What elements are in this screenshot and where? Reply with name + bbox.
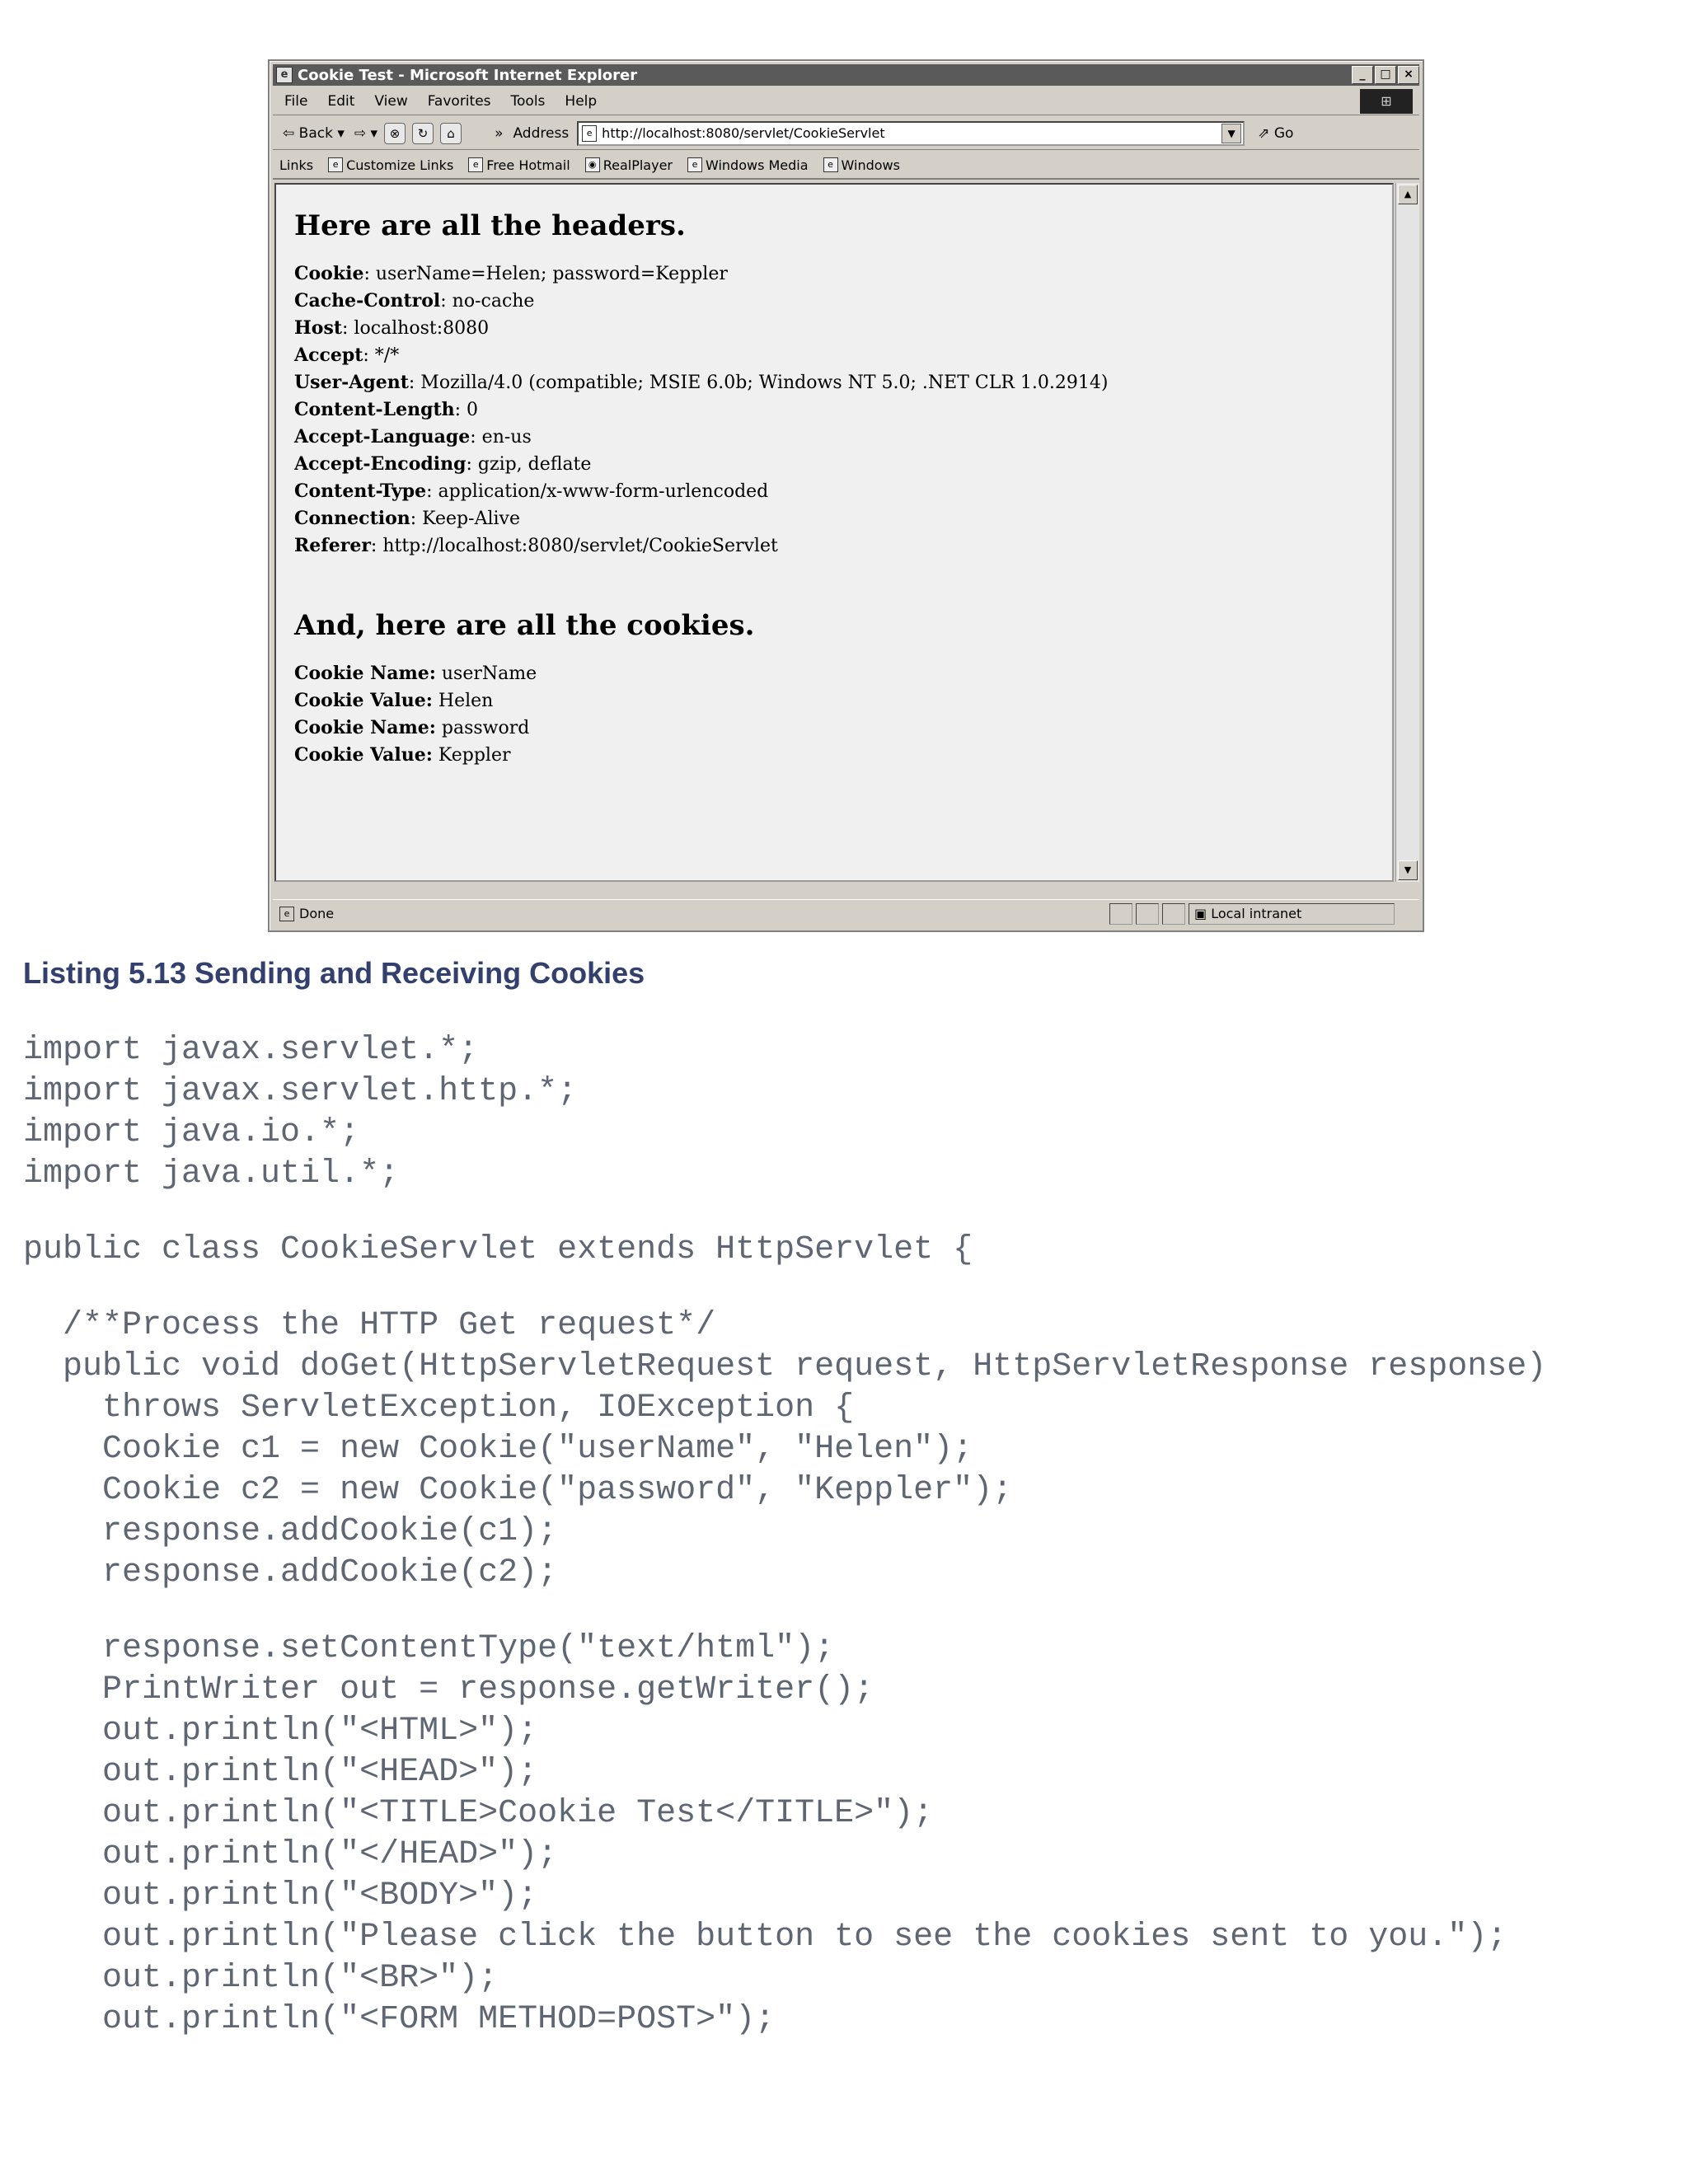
cookies-heading: And, here are all the cookies. [294, 609, 755, 642]
status-text: Done [299, 906, 335, 921]
link-customize-links[interactable] [328, 157, 453, 173]
ie-page-icon: e [276, 67, 293, 83]
header-row-value: : Mozilla/4.0 (compatible; MSIE 6.0b; Windows NT 5.0; .NET CLR 1.0.2914) [408, 373, 1109, 393]
menu-edit[interactable]: Edit [327, 92, 355, 110]
cookie-row-value: Keppler [432, 745, 511, 766]
page-icon: e [279, 907, 294, 921]
header-row-name: Cookie [294, 263, 364, 284]
chevron-down-icon: ▾ [332, 124, 345, 142]
header-row-value: : Keep-Alive [410, 509, 520, 529]
code-blank-line [23, 1195, 1672, 1230]
header-row [294, 288, 1392, 315]
window-title: Cookie Test - Microsoft Internet Explorer [298, 66, 638, 84]
code-line: out.println("<TITLE>Cookie Test</TITLE>"); [23, 1795, 934, 1832]
code-line: out.println("<BR>"); [23, 1960, 499, 1997]
scroll-up-icon[interactable]: ▲ [1398, 185, 1418, 204]
header-row-value: : gzip, deflate [466, 454, 592, 475]
header-row [294, 315, 1392, 342]
header-row-value: : 0 [454, 400, 479, 420]
minimize-button[interactable]: _ [1352, 66, 1373, 84]
links-label: Links [279, 157, 314, 173]
cookie-row-value: userName [435, 663, 537, 684]
header-row [294, 532, 1392, 560]
header-row-value: : en-us [470, 427, 532, 448]
code-line: response.addCookie(c2); [23, 1554, 558, 1591]
header-row-value: : userName=Helen; password=Keppler [363, 264, 728, 284]
back-arrow-icon: ⇦ [283, 124, 299, 142]
cookie-row-name: Cookie Name: [294, 717, 436, 738]
link-label: Windows [841, 157, 900, 173]
zone-label: Local intranet [1211, 906, 1302, 921]
page-icon: e [823, 157, 838, 172]
header-row [294, 260, 1392, 288]
link-windows-media[interactable] [687, 157, 809, 173]
code-line: out.println("</HEAD>"); [23, 1836, 558, 1873]
intranet-icon: ▣ [1194, 906, 1212, 921]
code-line: out.println("<HTML>"); [23, 1713, 538, 1750]
page-icon: e [328, 157, 343, 172]
address-dropdown-icon[interactable]: ▼ [1221, 124, 1241, 143]
code-line: out.println("<BODY>"); [23, 1877, 538, 1915]
code-line: import javax.servlet.*; [23, 1032, 479, 1069]
address-bar[interactable] [577, 121, 1245, 146]
header-row [294, 369, 1392, 396]
browser-window [268, 59, 1424, 932]
vertical-scrollbar[interactable] [1395, 183, 1419, 882]
status-pane [1136, 903, 1159, 925]
code-blank-line [23, 1594, 1672, 1629]
header-row-value: : no-cache [440, 291, 535, 312]
go-arrow-icon: ⇗ [1258, 124, 1274, 142]
status-bar [273, 899, 1419, 927]
standard-toolbar [273, 117, 1419, 150]
link-label: Free Hotmail [486, 157, 570, 173]
header-row-value: : http://localhost:8080/servlet/CookieServlet [370, 536, 778, 556]
headers-heading: Here are all the headers. [294, 209, 686, 242]
windows-logo-icon: ⊞ [1360, 89, 1413, 114]
header-row-name: User-Agent [294, 372, 409, 393]
code-line: Cookie c1 = new Cookie("userName", "Helen"); [23, 1431, 973, 1468]
menu-tools[interactable]: Tools [510, 92, 546, 110]
back-label: Back [298, 124, 333, 142]
header-row [294, 451, 1392, 478]
forward-arrow-icon: ⇨ ▾ [354, 124, 378, 142]
code-line: out.println("<FORM METHOD=POST>"); [23, 2001, 776, 2038]
cookie-row [294, 660, 1392, 687]
header-row-name: Host [294, 317, 343, 339]
status-pane [1109, 903, 1132, 925]
header-row-name: Connection [294, 508, 410, 529]
realplayer-icon: ◉ [585, 157, 600, 172]
menu-view[interactable]: View [374, 92, 408, 110]
header-row-value: : */* [363, 345, 400, 366]
header-row-name: Content-Length [294, 399, 455, 420]
listing-title: Listing 5.13 Sending and Receiving Cookies [23, 956, 645, 990]
header-row-name: Referer [294, 535, 371, 556]
code-line: public void doGet(HttpServletRequest request, HttpServletResponse response) [23, 1348, 1547, 1385]
code-line: response.addCookie(c1); [23, 1513, 558, 1550]
header-row [294, 478, 1392, 505]
header-row [294, 424, 1392, 451]
code-line: /**Process the HTTP Get request*/ [23, 1307, 716, 1344]
back-button[interactable] [283, 125, 345, 142]
cookie-row-name: Cookie Value: [294, 744, 433, 766]
code-line: throws ServletException, IOException { [23, 1390, 855, 1427]
header-row-name: Content-Type [294, 480, 427, 502]
code-line: PrintWriter out = response.getWriter(); [23, 1671, 874, 1708]
header-row [294, 396, 1392, 424]
links-bar [273, 152, 1419, 180]
headers-list [294, 260, 1392, 560]
page-icon: e [468, 157, 483, 172]
code-line: response.setContentType("text/html"); [23, 1630, 835, 1667]
code-line: import javax.servlet.http.*; [23, 1073, 578, 1110]
toolbar-overflow-chevron-icon[interactable]: » [495, 124, 504, 142]
header-row-name: Accept-Encoding [294, 453, 467, 475]
cookie-row [294, 742, 1392, 769]
code-blank-line [23, 1271, 1672, 1305]
code-line: import java.io.*; [23, 1114, 360, 1151]
go-button[interactable] [1258, 125, 1293, 142]
menu-bar [273, 87, 1419, 115]
page-icon: e [582, 125, 597, 142]
link-free-hotmail[interactable] [468, 157, 570, 173]
link-label: RealPlayer [603, 157, 673, 173]
cookie-row-name: Cookie Name: [294, 663, 436, 684]
address-url[interactable]: http://localhost:8080/servlet/CookieServlet [602, 125, 885, 141]
header-row [294, 342, 1392, 369]
header-row-name: Cache-Control [294, 290, 441, 312]
code-line: public class CookieServlet extends HttpServlet { [23, 1231, 973, 1268]
link-realplayer[interactable] [585, 157, 673, 173]
link-label: Windows Media [705, 157, 809, 173]
address-label: Address [513, 124, 570, 142]
menu-help[interactable]: Help [565, 92, 598, 110]
cookie-row-value: password [435, 718, 530, 738]
cookies-list [294, 660, 1392, 769]
code-line: import java.util.*; [23, 1155, 400, 1193]
home-icon[interactable]: ⌂ [440, 123, 462, 144]
menu-file[interactable]: File [284, 92, 308, 110]
header-row-name: Accept-Language [294, 426, 471, 448]
page-icon: e [687, 157, 702, 172]
header-row-name: Accept [294, 344, 363, 366]
stop-icon[interactable]: ⊗ [384, 123, 406, 144]
page-content [274, 183, 1394, 882]
cookie-row [294, 715, 1392, 742]
refresh-icon[interactable]: ↻ [412, 123, 434, 144]
cookie-row-value: Helen [432, 691, 494, 711]
link-label: Customize Links [346, 157, 454, 173]
close-button[interactable]: × [1398, 66, 1419, 84]
code-line: out.println("<HEAD>"); [23, 1754, 538, 1791]
code-line: Cookie c2 = new Cookie("password", "Keppler"); [23, 1472, 1013, 1509]
code-line: out.println("Please click the button to see the cookies sent to you."); [23, 1919, 1507, 1956]
cookie-row-name: Cookie Value: [294, 690, 433, 711]
header-row-value: : application/x-www-form-urlencoded [426, 481, 769, 502]
maximize-button[interactable]: □ [1375, 66, 1396, 84]
menu-favorites[interactable]: Favorites [427, 92, 491, 110]
security-zone [1189, 903, 1395, 925]
status-pane [1162, 903, 1185, 925]
header-row-value: : localhost:8080 [342, 318, 490, 339]
go-label: Go [1273, 124, 1294, 142]
cookie-row [294, 687, 1392, 715]
window-titlebar[interactable] [273, 64, 1419, 86]
forward-button[interactable] [354, 125, 377, 142]
link-windows[interactable] [823, 157, 900, 173]
code-listing [23, 1030, 1672, 2041]
header-row [294, 505, 1392, 532]
scroll-down-icon[interactable]: ▼ [1398, 860, 1418, 880]
